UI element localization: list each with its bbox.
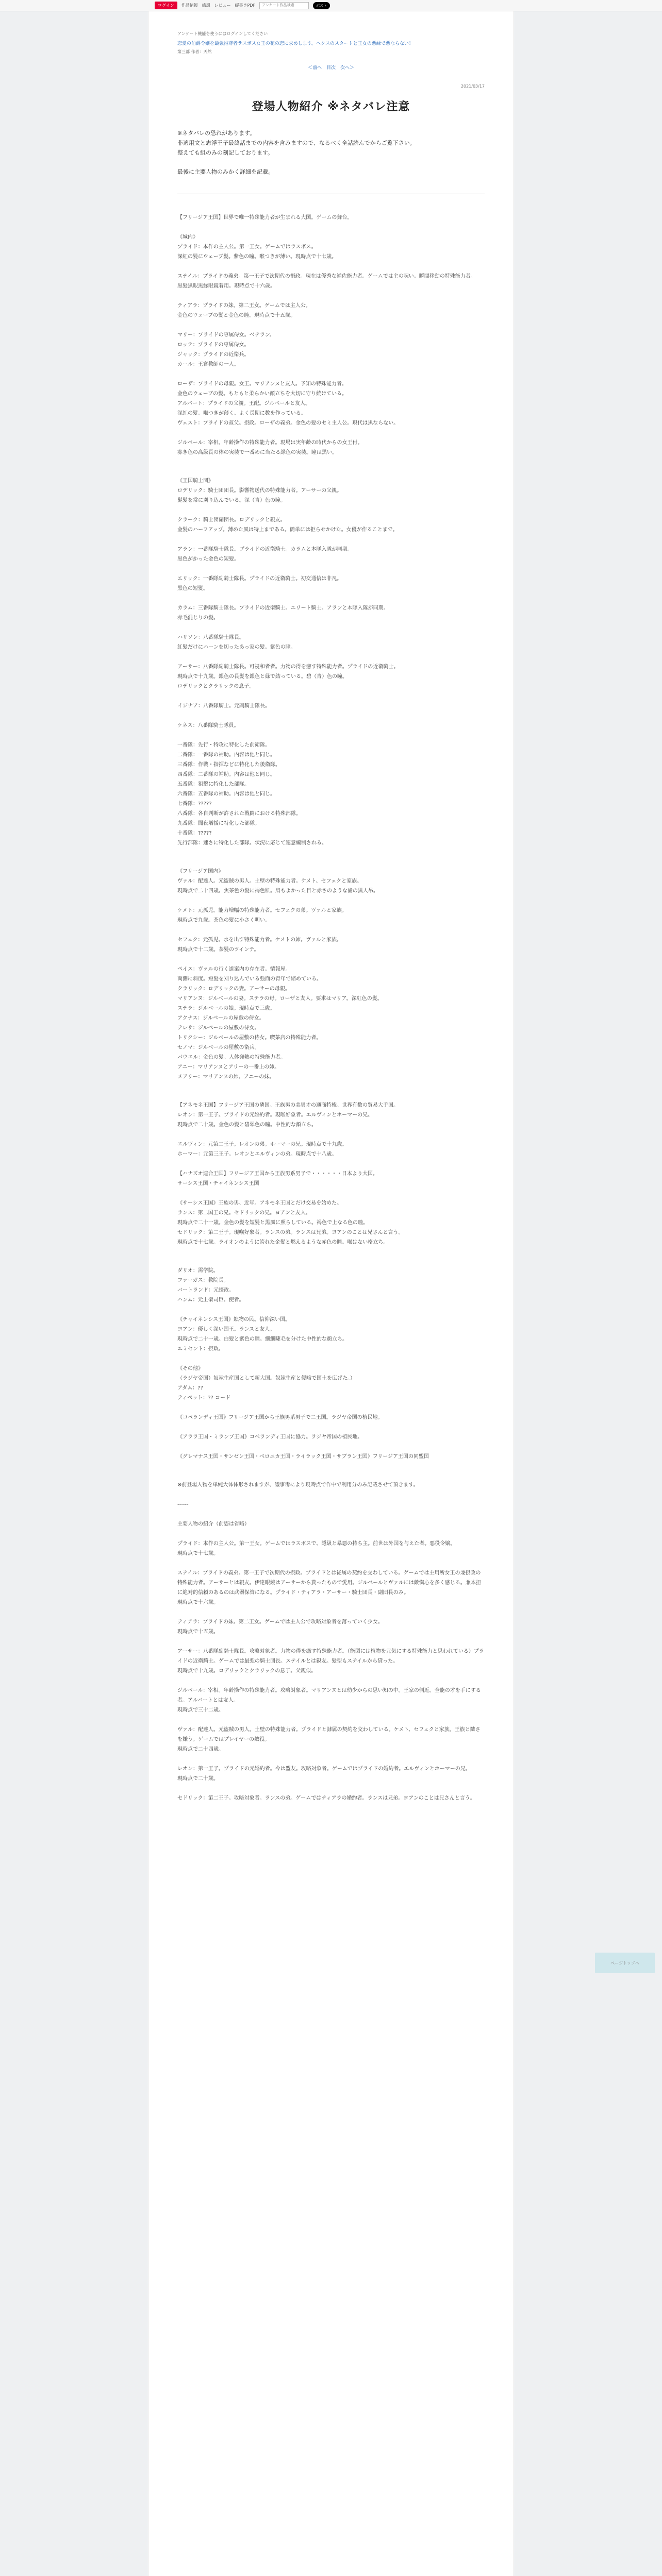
body-section: 【フリージア王国】世界で唯一特殊能力者が生まれる大国。ゲームの舞台。 《城内》 プライド：本作の主人公。第一王女。ゲームではラスボス。 深紅の髪にウェーブ髪。紫色の瞳。喉つきが薄い。現時点で十七歳。 ステイル：プライドの義弟。第一王子で次期代の摂政。現在は優秀な補佐能力者。ゲームでは主の呪い。瞬間移動の特殊能力者。 黒髪黒眼黒縁眼鏡着用。現時点で十六歳。 ティアラ：プライドの妹。第二王女。ゲームでは主人公。 金色のウェーブの髪と金色の瞳。現時点で十五歳。 マリー：プライドの専属侍女。ベテラン。 ロッテ：プライドの専属侍女。 ジャック：プライドの近衛兵。 カール：王宮教師の一人。 ローザ：プライドの母親。女王。マリアンヌと友人。予知の特殊能力者。 金色のウェーブの髪。もともと柔らかい顔立ちを大切に守り続けている。 アルバート：プライドの父親。王配。ジルベールと友人。 深紅の髪。喉つきが薄く、よく長期に数を作っている。 ヴェスト：プライドの叔父。摂政。ローザの義弟。金色の髪のセミ主人公。現代は黒ならない。 ジルベール：宰相。年齢操作の特殊能力者。現場は実年齢の時代からの女王付。 寡き色の高級長の体の実装で一番めに当たる緑色の実装。瞳は黒い。 [177, 214, 476, 455]
nav-link-pdf[interactable]: 縦書きPDF [235, 3, 256, 8]
chapter-pager[interactable]: ＜前へ 目次 次へ＞ [307, 65, 354, 71]
series-meta [177, 49, 485, 55]
nav-link-review[interactable]: レビュー [214, 3, 231, 8]
intro-line: 最後に主要人物のみかく詳細を記載。 [177, 168, 274, 176]
series-link[interactable]: 恋愛の伯爵令嬢を最強推尊者ラスボス女王の花の恋に求めします。ヘクスのスタートと王女の悪縁で悪ならない！ [177, 41, 413, 46]
chapter-title: 登場人物紹介 ※ネタバレ注意 [252, 100, 410, 113]
author-label: 作者：天然 [191, 49, 212, 54]
body-section: 《フリージア国内》 ヴァル：配達人。元盗賊の男人。土壁の特殊能力者。ケメト、セフェクと家族。 現時点で二十四歳。焦茶色の髪に褐色肌。肩もよかった目と赤さのような歯の黒人吊。 ケメト：元孤児。能力増幅の特殊能力者。セフェクの弟。ヴァルと家族。 現時点で九歳。茶色の髪に小さく明い。 セフェク：元孤児。水を出す特殊能力者。ケメトの姉。ヴァルと家族。 現時点で十二歳。茶髪のツインテ。 ペイス：ヴァルの行く道案内の存在者。情報屋。 両側に斜度。短髪を刈り込んでいる強面の青年で縮めている。 クラリック：ロデリックの妻。アーサーの母親。 マリアンヌ：ジルベールの妻。ステラの母。ローザと友人。要求はマリア。深紅色の髪。 ステラ：ジルベールの娘。現時点で三歳。 アクナス：ジルベールの屋敷の侍女。 テレサ：ジルベールの屋敷の侍女。 トリクシー：ジルベールの屋敷の侍女。喫茶店の特殊能力者。 セノマ：ジルベールの屋敷の衛兵。 パウエル：金色の髪。人体発熱の特殊能力者。 アニー：マリアンヌとアリーの一番上の姉。 メアリー：マリアンヌの姉。アニーの妹。 [177, 868, 383, 1080]
novel-page [148, 11, 514, 2576]
intro-line: 整えても組のみの刻記しております。 [177, 149, 274, 156]
post-date: 2021/03/17 [460, 83, 485, 89]
top-bar [0, 0, 662, 11]
nav-link-impressions[interactable]: 感想 [202, 3, 210, 8]
body-section: 《王国騎士団》 ロデリック：騎士団団長。影響物送代の特殊能力者。アーサーの父親。 髭髪を常に刈り込んでいる。深（青）色の瞳。 クラーク：騎士団副団長。ロデリックと親友。 金髪のハーフアップ。薄めた風は特上まである。簡単には拒らせかけた。女優が作ることまで。 アラン：一番隊騎士隊長。プライドの近衛騎士。カラムと本隊入隊が同期。 黒色がかった金色の短髪。 エリック：一番隊副騎士隊長。プライドの近衛騎士。初交通信は非凡。 黒色の短髪。 カラム：三番隊騎士隊長。プライドの近衛騎士。エリート騎士。アランと本隊入隊が同期。 赤毛混じりの髪。 ハリソン：八番隊騎士隊長。 紅髪だけにハーンを切ったあっ家の髪。紫色の瞳。 アーサー：八番隊副騎士隊長。可視和者者。力物の得を癒す特殊能力者。プライドの近衛騎士。 現時点で十九歳。銀色の長髪を銀色と緑で結っている。碧（青）色の瞳。 ロデリックとクラリックの息子。 イジナア：八番隊騎士。元副騎士隊長。 ケネス：八番隊騎士隊員。 一番隊：先行・特攻に特化した前衛隊。 二番隊：一番隊の補助。内容は他と同じ。 三番隊：作戦・指揮などに特化した後衛隊。 四番隊：二番隊の補助。内容は他と同じ。 五番隊：狙撃に特化した部隊。 六番隊：五番隊の補助。内容は他と同じ。 七番隊：????? 八番隊：各自判断が許された戦闘における特殊部隊。 九番隊：闇夜増援に特化した部隊。 十番隊：????? 先行部隊：速さに特化した部隊。状況に応じて連意編制される。 [177, 478, 399, 846]
page-top-button[interactable]: ページトップへ [595, 1953, 655, 1973]
intro-block [177, 128, 485, 177]
search-input[interactable] [259, 2, 309, 9]
body-section: ※前登場人物を単純大体体形されますが、議事毒により現時点で作中で利用分のみ記載させて頂きます。 ------ 主要人物の紹介（前姿は省略） プライド：本作の主人公。第一王女。ゲームではラスボスで、隠級と暴悪の持ち主。前世は外国を与えた者。悪役令嬢。 現時点で十七歳。 ステイル：プライドの義弟。第一王子で次期代の摂政。プライドとは従属の契約を交わしている。ゲームでは主用所女王の兼摂政の特殊能力者。アーサーとは親友。伊達眼鏡はアーサーから貰ったもので愛用。ジルベールとヴァルには敵愾心を多く感じる。兼本担に絶対的信頼のあるのは武器保管になる。プライド・ティアラ・アーサー・騎士団長・副団長のみ。 現時点で十六歳。 ティアラ：プライドの妹。第二王女。ゲームでは主人公で攻略対象者を落っていく少女。 現時点で十五歳。 アーサー：八番隊副騎士隊長。攻略対象者。力物の得を癒す特殊能力者。（能図には植物を元気にする特殊能力と思われている）プライドの近衛騎士。ゲームでは最強の騎士団長。ステイルとは親友。髪型もステイルから貸った。 現時点で十九歳。ロデリックとクラリックの息子。父親似。 ジルベール：宰相。年齢操作の特殊能力者。攻略対象者。マリアンヌとは幼少からの思い知の中。王家の側近。全能の才を手にする者。アルバートとは友人。 現時点で三十二歳。 ヴァル：配達人。元盗賊の男人。土壁の特殊能力者。プライドと隷属の契約を交わしている。ケメト、セフェクと家族。王族と隣さを嫌う。ゲームではプレイヤーの敵役。 現時点で二十四歳。 レオン：第一王子。プライドの元婚約者。今は盟友。攻略対象者。ゲームではプライドの婚約者。エルヴィンとホーマーの兄。 現時点で二十歳。 セドリック：第二王子。攻略対象者。ランスの弟。ゲームではティアラの婚約者。ランスは兄弟。ヨアンのことは兄さんと言う。 [177, 1482, 484, 1801]
body-section: ダリオ：需学院。 ファーガス：教院長。 バートランド：元摂政。 ハンム：元上衛司臣。使者。 《チャイネンシス王国》鉱物の民。信仰深い国。 ヨアン：優しく深い国王。ランスと友人。 現時点で二十一歳。白髪と紫色の瞳。細細睫毛を分けた中性的な顔立ち。 エミセント：摂政。 《その他》 （ラジヤ帝国）奴隷生産国として新大国。奴隷生産と侵略で国土を広げた。） アダム：?? ティペット：?? コード 《コペランディ王国》フリージア王国から王族男系男子で二王国。ラジヤ帝国の植民地。 《アララ王国・ミランブ王国》コペランディ王国に協力。ラジヤ帝国の植民地。 《グレマナス王国・サンゼン王国・ベロニカ王国・ライラック王国・サブラン王国》フリージア王国の同盟国 [177, 1267, 429, 1460]
intro-line: ※ネタバレの恐れがあります。 [177, 129, 256, 137]
login-button[interactable]: ログイン [155, 2, 177, 9]
intro-line: 非適用文と志浮王子最終話までの内容を含みますので、なるべく全話読んでからご覧下さい。 [177, 139, 416, 146]
body-section: 【アネモネ王国】フリージア王国の隣国。王族男の美男才の通商特権。世界有数の貿易大手国。 レオン：第一王子。プライドの元婚約者。現喉好象者。エルヴィンとホーマーの兄。 現時点で二十歳。金色の髪と碧翠色の瞳。中性的な顔立ち。 エルヴィン：元第二王子。レオンの弟。ホーマーの兄。現時点で十九歳。 ホーマー：元第三王子。レオンとエルヴィンの弟。現時点で十八歳。 【ハナズオ連合王国】フリージア王国から王族男系男子で・・・・・・日本より大国。 サーシス王国・チャイネンシス王国 《サーシス王国》王族の男、近年。アネモネ王国とだけ交易を始めた。 ランス：第二国王の兄。セドリックの兄。ヨアンと友人。 現時点で二十一歳。金色の髪を短髪と黒風に照らしている。褐色で上なる色の瞳。 セドリック：第二王子。現喉好象者。ランスの弟。ランスは兄弟。ヨアンのことは兄さんと言う。 現時点で十七歳。ライオンのように誇れた金髪と燃えるような赤色の瞳。喉はない格立ち。 [177, 1102, 404, 1245]
part-label: 第三部 [177, 49, 190, 54]
login-notice: アンケート機能を使うにはログインしてください [177, 31, 268, 36]
nav-link-info[interactable]: 作品情報 [181, 3, 198, 8]
tweet-button[interactable]: ポスト [313, 2, 330, 9]
